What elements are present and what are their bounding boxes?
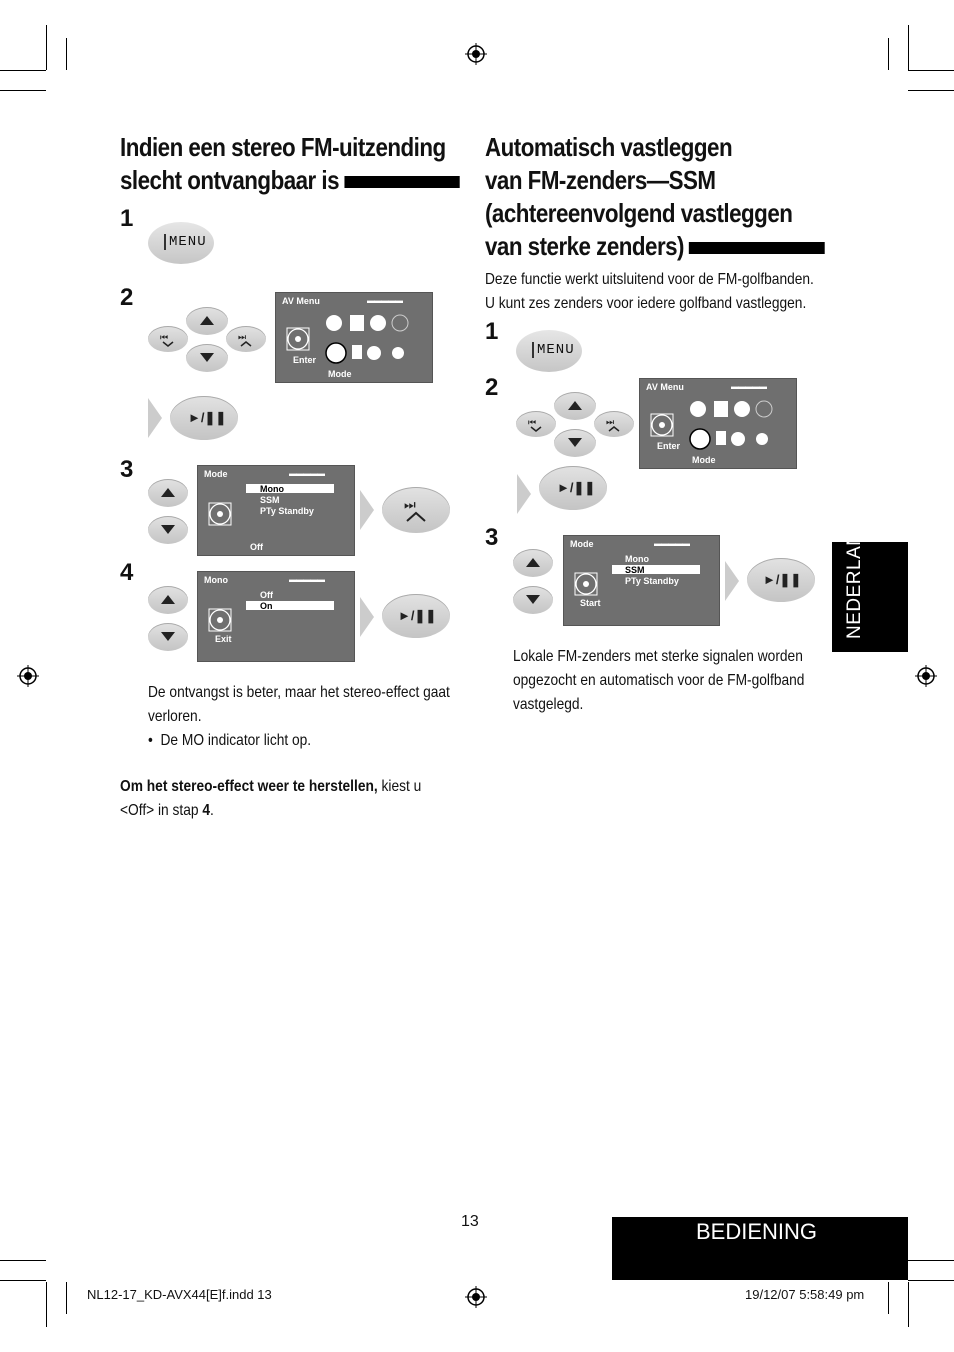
- section-tab-label: BEDIENING: [696, 1219, 818, 1244]
- play-pause-button[interactable]: [170, 396, 238, 440]
- intro-line2: U kunt zes zenders voor iedere golfband vastleggen.: [485, 295, 807, 312]
- up-button[interactable]: [148, 586, 188, 614]
- step-number: 2: [485, 374, 499, 401]
- menu-item-pty-standby[interactable]: PTy Standby: [625, 576, 679, 586]
- crop-mark: [0, 1260, 46, 1261]
- desc-line2: opgezocht en automatisch voor de FM-golfband: [513, 672, 805, 689]
- step-number: 4: [120, 559, 134, 586]
- crop-mark: [908, 90, 954, 91]
- step-number: 3: [120, 456, 134, 483]
- down-arrow-icon: [526, 595, 540, 605]
- desc-line1: Lokale FM-zenders met sterke signalen worden: [513, 648, 803, 665]
- left-title: [120, 131, 459, 197]
- crop-mark: [0, 70, 46, 71]
- crop-mark: [908, 70, 954, 71]
- result-text: [148, 681, 450, 753]
- exit-label: Exit: [215, 634, 232, 644]
- menu-button[interactable]: [148, 222, 214, 264]
- start-label: Start: [580, 598, 601, 608]
- screen-indicator: ▬▬▬▬▬: [289, 469, 324, 478]
- mode-screen: [197, 465, 355, 556]
- step-number: 2: [120, 284, 134, 311]
- restore-end: .: [210, 802, 214, 819]
- title-bar: [344, 176, 459, 188]
- registration-mark-icon: [465, 1286, 487, 1308]
- registration-mark-icon: [17, 665, 39, 687]
- left-title-line1: Indien een stereo FM-uitzending: [120, 132, 446, 162]
- joystick-icon: [206, 500, 234, 528]
- arrow-right-icon: [725, 561, 739, 601]
- joystick-icon: [284, 325, 312, 353]
- mono-screen: [197, 571, 355, 662]
- language-tab-label: NEDERLANDS: [844, 504, 865, 639]
- down-button[interactable]: [148, 516, 188, 544]
- language-tab: [832, 504, 908, 652]
- av-menu-screen: [639, 378, 797, 469]
- play-pause-label: ►/❚❚: [398, 608, 437, 623]
- crop-mark: [908, 1280, 954, 1281]
- screen-title: Mono: [204, 575, 228, 585]
- restore-bold: Om het stereo-effect weer te herstellen,: [120, 778, 378, 795]
- result-line1: De ontvangst is beter, maar het stereo-effect gaat: [148, 684, 450, 701]
- mode-value: Off: [250, 542, 263, 552]
- crop-mark: [0, 90, 46, 91]
- menu-item-mono[interactable]: Mono: [625, 554, 649, 564]
- play-pause-label: ►/❚❚: [763, 572, 802, 587]
- desc-line3: vastgelegd.: [513, 696, 584, 713]
- down-arrow-icon: [161, 525, 175, 535]
- next-right-icon: [606, 416, 622, 432]
- crop-mark: [46, 25, 47, 70]
- joystick-icon: [572, 570, 600, 598]
- down-arrow-icon: [161, 632, 175, 642]
- joystick-icon: [648, 411, 676, 439]
- crop-mark: [908, 1260, 954, 1261]
- crop-mark: [66, 38, 67, 70]
- down-button[interactable]: [148, 623, 188, 651]
- restore-text: [120, 775, 421, 823]
- menu-icons: [322, 311, 422, 371]
- up-button[interactable]: [186, 307, 228, 335]
- right-title-line1: Automatisch vastleggen: [485, 132, 733, 162]
- menu-button-label: MENU: [532, 342, 575, 358]
- arrow-right-icon: [148, 398, 162, 438]
- registration-mark-icon: [915, 665, 937, 687]
- restore-step: 4: [202, 802, 211, 819]
- enter-label: Enter: [657, 441, 681, 451]
- footer-date: 19/12/07 5:58:49 pm: [745, 1287, 865, 1302]
- screen-title: AV Menu: [282, 296, 320, 306]
- step-number: 1: [120, 205, 134, 232]
- step-number: 3: [485, 524, 499, 551]
- right-title-line4: van sterke zenders): [485, 231, 684, 261]
- up-button[interactable]: [148, 479, 188, 507]
- svg-text:⏭: ⏭: [404, 497, 416, 512]
- crop-mark: [908, 1282, 909, 1327]
- prev-left-icon: [528, 416, 544, 432]
- title-bar: [689, 242, 825, 254]
- right-title-line2: van FM-zenders—SSM: [485, 165, 716, 195]
- menu-item-pty-standby[interactable]: PTy Standby: [260, 506, 314, 516]
- up-arrow-icon: [200, 316, 214, 326]
- down-arrow-icon: [200, 353, 214, 363]
- joystick-icon: [206, 606, 234, 634]
- menu-icons: [686, 397, 786, 457]
- crop-mark: [888, 38, 889, 70]
- right-title: [485, 131, 825, 263]
- step-number: 1: [485, 318, 499, 345]
- next-up-icon: [402, 497, 430, 525]
- play-pause-label: ►/❚❚: [557, 480, 596, 495]
- restore-rest: kiest u: [377, 778, 422, 795]
- crop-mark: [46, 1282, 47, 1327]
- screen-title: Mode: [570, 539, 594, 549]
- bullet-text: De MO indicator licht op.: [160, 732, 312, 749]
- intro-line1: Deze functie werkt uitsluitend voor de FM-golfbanden.: [485, 271, 814, 288]
- right-title-line3: (achtereenvolgend vastleggen: [485, 198, 793, 228]
- next-button[interactable]: [594, 411, 634, 437]
- restore-line2: <Off> in stap: [120, 802, 203, 819]
- footer-file: NL12-17_KD-AVX44[E]f.indd 13: [87, 1287, 272, 1302]
- prev-button[interactable]: [516, 411, 556, 437]
- up-arrow-icon: [161, 488, 175, 498]
- crop-mark: [0, 1280, 46, 1281]
- svg-text:⏮: ⏮: [160, 332, 169, 342]
- bullet-icon: •: [148, 732, 161, 749]
- prev-button[interactable]: [148, 326, 188, 352]
- left-title-line2: slecht ontvangbaar is: [120, 165, 340, 195]
- screen-indicator: ▬▬▬▬▬: [289, 575, 324, 584]
- prev-left-icon: [160, 331, 176, 347]
- svg-text:⏮: ⏮: [528, 417, 537, 427]
- menu-item-ssm[interactable]: SSM: [625, 565, 645, 575]
- av-menu-screen: [275, 292, 433, 383]
- down-button[interactable]: [186, 344, 228, 372]
- menu-item-on[interactable]: On: [260, 601, 273, 611]
- up-arrow-icon: [526, 558, 540, 568]
- screen-title: Mode: [204, 469, 228, 479]
- play-pause-button[interactable]: [747, 558, 815, 602]
- screen-indicator: ▬▬▬▬▬: [367, 296, 402, 305]
- down-button[interactable]: [554, 429, 596, 457]
- up-arrow-icon: [161, 595, 175, 605]
- next-right-icon: [238, 331, 254, 347]
- menu-button-label: MENU: [164, 234, 207, 250]
- screen-indicator: ▬▬▬▬▬: [654, 539, 689, 548]
- enter-label: Enter: [293, 355, 317, 365]
- section-tab: [612, 1217, 908, 1280]
- next-button[interactable]: [226, 326, 266, 352]
- play-pause-label: ►/❚❚: [188, 410, 227, 425]
- svg-text:⏭: ⏭: [606, 417, 615, 427]
- menu-item-ssm[interactable]: SSM: [260, 495, 280, 505]
- up-arrow-icon: [568, 401, 582, 411]
- menu-item-off[interactable]: Off: [260, 590, 273, 600]
- screen-indicator: ▬▬▬▬▬: [731, 382, 766, 391]
- mode-label: Mode: [328, 369, 352, 379]
- crop-mark: [908, 25, 909, 70]
- mode-screen: [563, 535, 720, 626]
- down-button[interactable]: [513, 586, 553, 614]
- intro-text: [485, 268, 814, 316]
- arrow-right-icon: [517, 474, 531, 514]
- result-line2: verloren.: [148, 708, 202, 725]
- page-number: 13: [461, 1213, 479, 1230]
- next-button[interactable]: [382, 487, 450, 533]
- arrow-right-icon: [360, 490, 374, 530]
- arrow-right-icon: [360, 597, 374, 637]
- registration-mark-icon: [465, 43, 487, 65]
- up-button[interactable]: [554, 392, 596, 420]
- play-pause-button[interactable]: [382, 594, 450, 638]
- menu-item-mono[interactable]: Mono: [260, 484, 284, 494]
- down-arrow-icon: [568, 438, 582, 448]
- crop-mark: [66, 1282, 67, 1314]
- up-button[interactable]: [513, 549, 553, 577]
- play-pause-button[interactable]: [539, 466, 607, 510]
- crop-mark: [888, 1282, 889, 1314]
- svg-text:⏭: ⏭: [238, 332, 247, 342]
- description-text: [513, 645, 804, 717]
- mode-label: Mode: [692, 455, 716, 465]
- screen-title: AV Menu: [646, 382, 684, 392]
- menu-button[interactable]: [516, 330, 582, 372]
